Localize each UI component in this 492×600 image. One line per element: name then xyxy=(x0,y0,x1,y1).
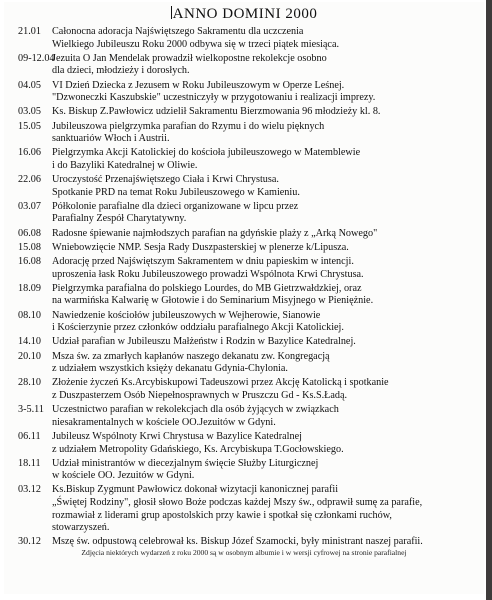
entry-line: Pielgrzymka Akcji Katolickiej do kościoła jubileuszowego w Matemblewie xyxy=(52,147,361,159)
entry-row xyxy=(18,484,476,534)
entry-row xyxy=(18,283,476,308)
entry-row xyxy=(18,228,476,241)
document-page xyxy=(4,2,484,594)
entry-line: niesakramentalnych w kościele OO.Jezuitów w Gdyni. xyxy=(52,416,276,428)
page-title xyxy=(4,6,484,23)
entry-date: 28.10 xyxy=(18,377,41,389)
entry-row xyxy=(18,377,476,402)
entry-text xyxy=(52,121,476,146)
entry-line: Ks. Biskup Z.Pawłowicz udzielił Sakramentu Bierzmowania 96 młodzieży kl. 8. xyxy=(52,106,381,118)
entry-line: Udział parafian w Jubileuszu Małżeństw i Rodzin w Bazylice Katedralnej. xyxy=(52,336,356,348)
right-edge-bar xyxy=(486,0,492,600)
entry-line: na warmińska Kalwarię w Głotowie i do Seminarium Misyjnego w Pieniężnie. xyxy=(52,295,374,307)
entry-line: w kościele OO. Jezuitów w Gdyni. xyxy=(52,470,195,482)
entry-text xyxy=(52,351,476,376)
entry-text xyxy=(52,310,476,335)
entry-line: Uczestnictwo parafian w rekolekcjach dla osób żyjących w związkach xyxy=(52,404,339,416)
entry-date: 03.12 xyxy=(18,484,41,496)
entry-text xyxy=(52,404,476,429)
entry-row xyxy=(18,431,476,456)
entry-date: 06.08 xyxy=(18,227,41,239)
entry-line: i Kościerzynie przez członków oddziału parafialnego Akcji Katolickiej. xyxy=(52,322,344,334)
entry-text xyxy=(52,106,476,119)
entry-line: z udziałem Metropolity Gdańskiego, Ks. Arcybiskupa T.Gocłowskiego. xyxy=(52,443,344,455)
entry-text xyxy=(52,242,476,255)
entry-date: 08.10 xyxy=(18,309,41,321)
entry-row xyxy=(18,201,476,226)
entry-line: Radosne śpiewanie najmłodszych parafian na gdyńskie plaży z „Arką Nowego" xyxy=(52,227,378,239)
entry-row xyxy=(18,310,476,335)
entry-line: Nawiedzenie kościołów jubileuszowych w Wejherowie, Sianowie xyxy=(52,309,321,321)
entry-line: Adorację przed Najświętszym Sakramentem w dniu papieskim w intencji. xyxy=(52,256,354,268)
entry-line: Jezuita O Jan Mendelak prowadził wielkopostne rekolekcje osobno xyxy=(52,52,327,64)
entry-row xyxy=(18,242,476,255)
entry-line: Pielgrzymka parafialna do polskiego Lourdes, do MB Gietrzwałdzkiej, oraz xyxy=(52,282,362,294)
entry-text xyxy=(52,26,476,51)
entry-line: sanktuariów Włoch i Austrii. xyxy=(52,133,170,145)
entry-line: z udziałem wszystkich księży dekanatu Gdynia-Chylonia. xyxy=(52,363,288,375)
entry-line: Spotkanie PRD na temat Roku Jubileuszowego w Kamieniu. xyxy=(52,186,300,198)
entry-line: stowarzyszeń. xyxy=(52,522,110,534)
entry-row xyxy=(18,256,476,281)
entry-line: Ks.Biskup Zygmunt Pawłowicz dokonał wizytacji kanonicznej parafii xyxy=(52,484,339,496)
entry-line: dla dzieci, młodzieży i dorosłych. xyxy=(52,65,190,77)
entry-date: 30.12 xyxy=(18,536,41,548)
entry-line: Jubileusz Wspólnoty Krwi Chrystusa w Bazylice Katedralnej xyxy=(52,430,302,442)
entry-date: 09-12.04 xyxy=(18,52,55,64)
entry-row xyxy=(18,26,476,51)
entry-line: Parafialny Zespół Charytatywny. xyxy=(52,213,187,225)
entry-line: VI Dzień Dziecka z Jezusem w Roku Jubileuszowym w Operze Leśnej. xyxy=(52,79,345,91)
entry-line: Półkolonie parafialne dla dzieci organizowane w lipcu przez xyxy=(52,200,299,212)
entry-text xyxy=(52,201,476,226)
entry-text xyxy=(52,147,476,172)
entry-text xyxy=(52,336,476,349)
entry-row xyxy=(18,53,476,78)
entry-row xyxy=(18,404,476,429)
entry-row xyxy=(18,106,476,119)
entry-row xyxy=(18,80,476,105)
entry-text xyxy=(52,228,476,241)
entry-line: Udział ministrantów w diecezjalnym święcie Służby Liturgicznej xyxy=(52,457,319,469)
entry-date: 03.07 xyxy=(18,200,41,212)
entry-text xyxy=(52,484,476,534)
entry-text xyxy=(52,431,476,456)
entry-date: 15.08 xyxy=(18,241,41,253)
entry-line: z Duszpasterzem Osób Niepełnosprawnych w Pruszczu Gd - Ks.S.Ładą. xyxy=(52,389,348,401)
entry-line: Wniebowzięcie NMP. Sesja Rady Duszpasterskiej w plenerze k/Lipusza. xyxy=(52,241,349,253)
text-cursor xyxy=(171,6,172,19)
entry-line: Złożenie życzeń Ks.Arcybiskupowi Tadeuszowi przez Akcję Katolicką i spotkanie xyxy=(52,377,389,389)
entry-line: "Dzwoneczki Kaszubskie" uczestniczyły w przygotowaniu i realizacji imprezy. xyxy=(52,92,376,104)
entry-date: 3-5.11 xyxy=(18,404,44,416)
entry-date: 22.06 xyxy=(18,174,41,186)
entry-row xyxy=(18,147,476,172)
entry-text xyxy=(52,53,476,78)
entry-row xyxy=(18,336,476,349)
entry-date: 14.10 xyxy=(18,336,41,348)
entry-line: Mszę św. odpustową celebrował ks. Biskup Józef Szamocki, były ministrant naszej parafii. xyxy=(52,536,423,548)
entry-line: Całonocna adoracja Najświętszego Sakramentu dla uczczenia xyxy=(52,26,304,37)
entry-text xyxy=(52,458,476,483)
footer-note: Zdjęcia niektórych wydarzeń z roku 2000 są w osobnym albumie i w wersji cyfrowej na stronie parafialnej xyxy=(81,548,407,557)
entry-line: i do Bazyliki Katedralnej w Oliwie. xyxy=(52,159,198,171)
entry-line: rozmawiał z liderami grup apostolskich przy kawie i spotkał się członkami ruchów, xyxy=(52,509,392,521)
entry-text xyxy=(52,283,476,308)
entry-text xyxy=(52,377,476,402)
entry-line: uproszenia łask Roku Jubileuszowego prowadzi Wspólnota Krwi Chrystusa. xyxy=(52,268,364,280)
entry-line: Wielkiego Jubileuszu Roku 2000 odbywa się w trzeci piątek miesiąca. xyxy=(52,38,340,50)
entry-date: 06.11 xyxy=(18,430,41,442)
entry-line: Msza św. za zmarłych kapłanów naszego dekanatu zw. Kongregacją xyxy=(52,350,330,362)
entry-date: 18.11 xyxy=(18,457,41,469)
entry-date: 16.08 xyxy=(18,256,41,268)
entries-list xyxy=(18,26,476,551)
entry-date: 15.05 xyxy=(18,120,41,132)
entry-date: 21.01 xyxy=(18,26,41,37)
entry-date: 03.05 xyxy=(18,106,41,118)
entry-row xyxy=(18,458,476,483)
entry-date: 16.06 xyxy=(18,147,41,159)
entry-row xyxy=(18,174,476,199)
entry-text xyxy=(52,174,476,199)
entry-line: Jubileuszowa pielgrzymka parafian do Rzymu i do wielu pięknych xyxy=(52,120,325,132)
entry-text xyxy=(52,256,476,281)
entry-line: „Świętej Rodziny", głosił słowo Boże podczas każdej Mszy św., odprawił sumę za parafie, xyxy=(52,497,423,509)
entry-date: 18.09 xyxy=(18,282,41,294)
entry-date: 04.05 xyxy=(18,79,41,91)
entry-line: Uroczystość Przenajświętszego Ciała i Krwi Chrystusa. xyxy=(52,174,279,186)
entry-row xyxy=(18,121,476,146)
entry-text xyxy=(52,80,476,105)
entry-row xyxy=(18,351,476,376)
entry-date: 20.10 xyxy=(18,350,41,362)
page-title-text: ANNO DOMINI 2000 xyxy=(172,6,318,22)
